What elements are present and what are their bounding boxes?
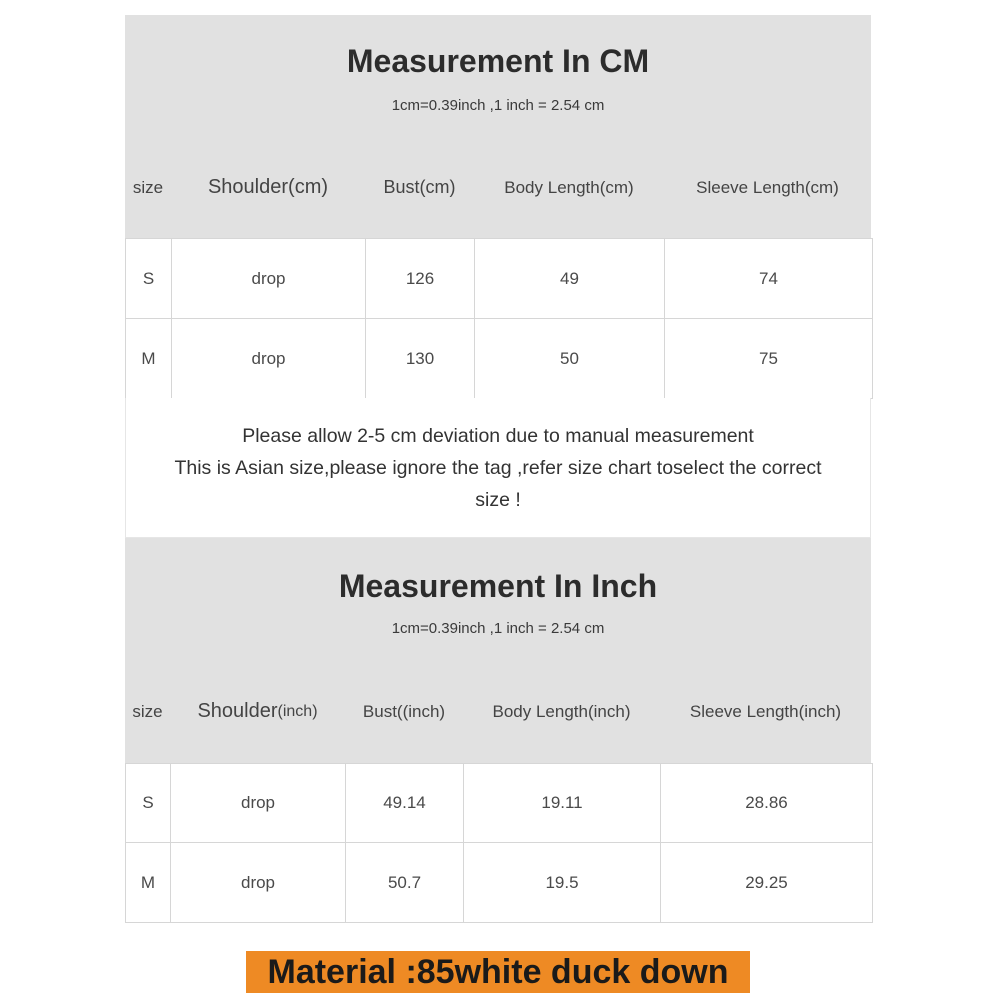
inch-header-bust: Bust((inch): [362, 701, 446, 721]
inch-header-shoulder-label: Shoulder: [197, 700, 278, 722]
cm-cell-size: S: [126, 239, 172, 319]
cm-header-sleeve-length: Sleeve Length(cm): [696, 177, 839, 197]
cm-conversion-note: 1cm=0.39inch ,1 inch = 2.54 cm: [391, 97, 605, 114]
inch-header-shoulder-unit: (inch): [277, 702, 318, 720]
inch-cell-sleeve-length: 29.25: [661, 843, 873, 923]
cm-title: Measurement In CM: [346, 43, 650, 79]
material-label: Material :85white duck down: [267, 952, 729, 991]
cm-header-body-length: Body Length(cm): [504, 177, 634, 197]
inch-cell-size: S: [126, 764, 171, 843]
cm-cell-body-length: 50: [475, 319, 665, 399]
cm-cell-bust: 126: [366, 239, 475, 319]
cm-header-size: size: [132, 177, 164, 197]
material-banner: [246, 951, 750, 993]
inch-title-block: [125, 538, 871, 660]
cm-cell-shoulder: drop: [172, 239, 366, 319]
inch-header-row: [125, 660, 871, 763]
inch-header-size: size: [132, 701, 163, 721]
cm-cell-sleeve-length: 75: [665, 319, 873, 399]
inch-cell-shoulder: drop: [171, 843, 346, 923]
inch-conversion-note: 1cm=0.39inch ,1 inch = 2.54 cm: [391, 620, 605, 637]
inch-header-shoulder: [170, 660, 345, 763]
cm-cell-size: M: [126, 319, 172, 399]
inch-cell-body-length: 19.5: [464, 843, 661, 923]
inch-header-body-length: Body Length(inch): [492, 701, 631, 721]
inch-table: [125, 763, 873, 923]
cm-cell-body-length: 49: [475, 239, 665, 319]
table-row: [126, 843, 873, 923]
cm-table: [125, 238, 873, 399]
size-notes: [125, 398, 871, 538]
inch-cell-size: M: [126, 843, 171, 923]
inch-cell-bust: 49.14: [346, 764, 464, 843]
inch-cell-shoulder: drop: [171, 764, 346, 843]
cm-header-shoulder: Shoulder(cm): [207, 176, 329, 198]
inch-cell-sleeve-length: 28.86: [661, 764, 873, 843]
asian-size-note: This is Asian size,please ignore the tag ,refer size chart toselect the correct: [174, 457, 822, 479]
cm-header-bust: Bust(cm): [383, 177, 456, 197]
table-row: [126, 319, 873, 399]
cm-cell-shoulder: drop: [172, 319, 366, 399]
cm-cell-sleeve-length: 74: [665, 239, 873, 319]
asian-size-note-end: size !: [475, 489, 521, 511]
cm-header-row: [125, 137, 871, 238]
deviation-note: Please allow 2-5 cm deviation due to manual measurement: [242, 425, 754, 447]
inch-header-sleeve-length: Sleeve Length(inch): [689, 701, 842, 721]
cm-title-block: [125, 15, 871, 137]
table-row: [126, 239, 873, 319]
inch-cell-bust: 50.7: [346, 843, 464, 923]
cm-cell-bust: 130: [366, 319, 475, 399]
inch-title: Measurement In Inch: [338, 568, 658, 604]
table-row: [126, 764, 873, 843]
inch-cell-body-length: 19.11: [464, 764, 661, 843]
